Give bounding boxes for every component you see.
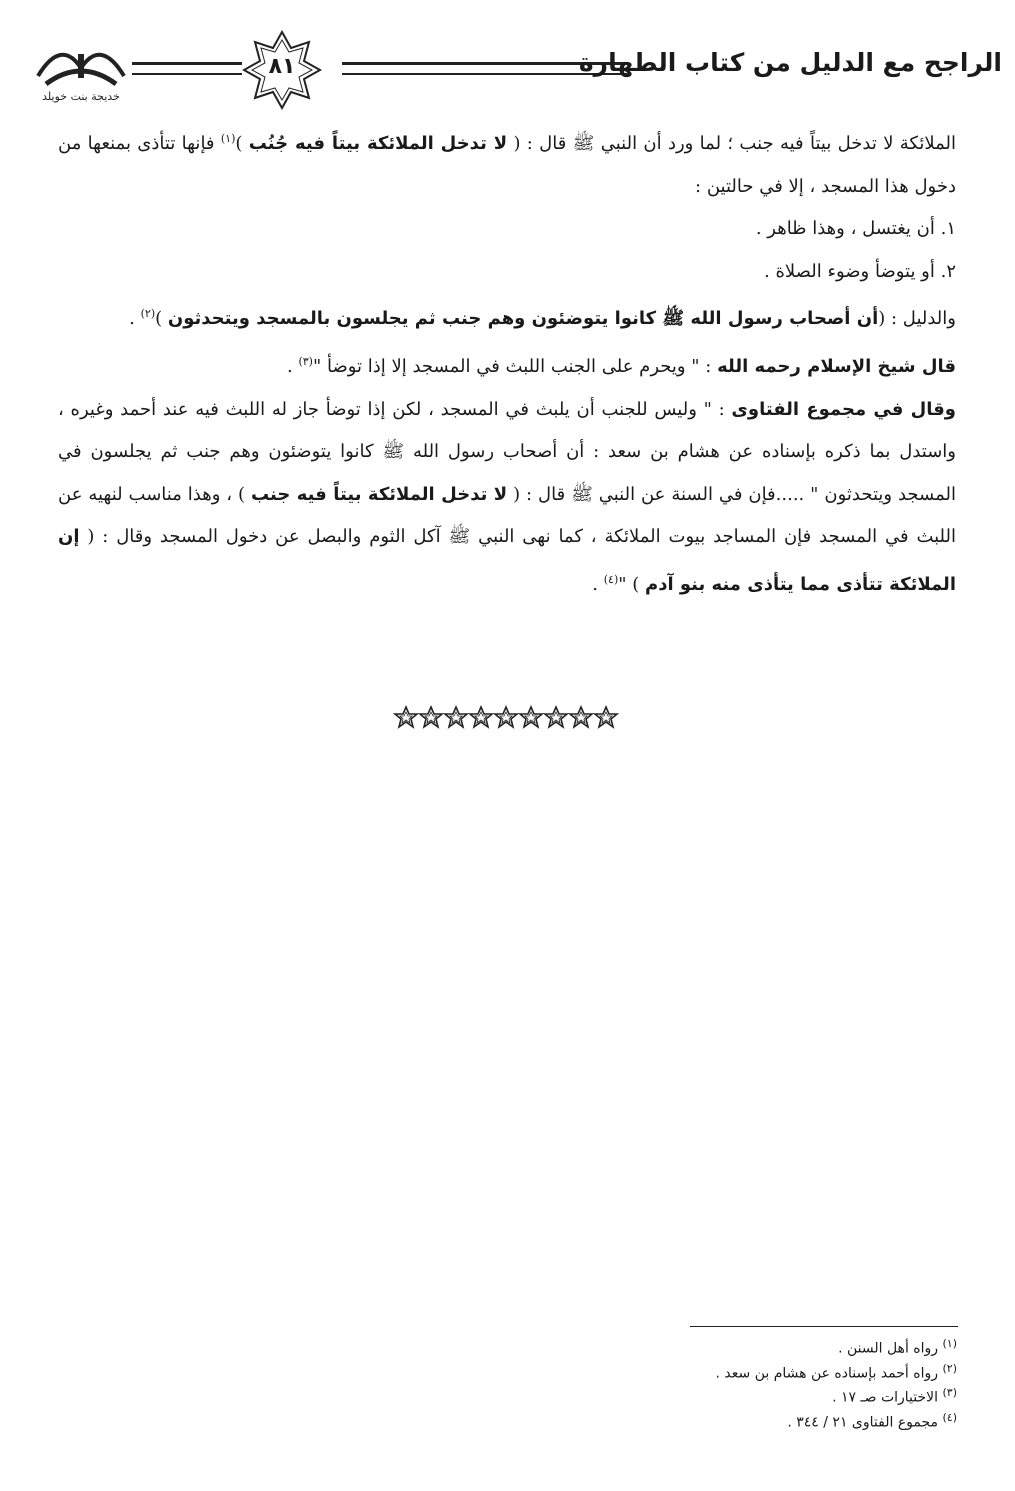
footnote-number: (٣) — [942, 1386, 957, 1400]
footnote — [557, 1383, 957, 1408]
star-ornament-icon — [392, 703, 624, 731]
text-run: ) " — [618, 573, 646, 595]
footnote — [557, 1359, 957, 1384]
list-item: ٢. أو يتوضأ وضوء الصلاة . — [764, 260, 956, 282]
footnote-ref: (٤) — [603, 572, 619, 586]
paragraph-evidence — [58, 293, 956, 341]
footnote-text: رواه أهل السنن . — [838, 1340, 943, 1357]
text-run: ) — [235, 133, 249, 154]
section-divider-stars — [392, 703, 624, 731]
logo-caption: خديجة بنت خويلد — [42, 90, 120, 103]
footnote-ref: (٣) — [298, 354, 313, 368]
page-number: ٨١ — [268, 54, 296, 79]
footnote — [557, 1408, 957, 1433]
paragraph-sheikh — [58, 341, 956, 389]
book-arch-icon — [26, 28, 136, 88]
hadith-quote: أن أصحاب رسول الله ﷺ كانوا يتوضئون وهم جنب ثم يجلسون بالمسجد ويتحدثون — [167, 308, 879, 330]
footnotes — [557, 1334, 957, 1433]
speaker-label: وقال في مجموع الفتاوى — [731, 398, 956, 420]
text-run: ) ، وهذا مناسب لنهيه عن اللبث في المسجد فإن المساجد بيوت الملائكة ، كما نهى النبي ﷺ آكل الثوم والبصل عن دخول المسجد وقال : ( — [58, 483, 956, 548]
text-run: فإنها تتأذى بمنعها من دخول هذا المسجد ، إلا في حالتين : — [58, 133, 956, 197]
footnote-text: رواه أحمد بإسناده عن هشام بن سعد . — [715, 1365, 943, 1382]
speaker-label: قال شيخ الإسلام رحمه الله — [717, 355, 956, 377]
text-run: : " وليس للجنب أن يلبث في المسجد ، لكن إذا توضأ جاز له اللبث فيه عند أحمد وغيره ، واستدل بما ذكره بإسناده عن هشام بن سعد : أن أصحاب رسول الله ﷺ كانوا يتوضئون وهم جنب ثم يجلسون في المسجد ويتحدثون " .....فإن في السنة عن النبي ﷺ قال : ( — [58, 398, 957, 505]
hadith-quote: إن الملائكة تتأذى مما يتأذى منه بنو آدم — [58, 526, 956, 595]
text-run: والدليل : ( — [878, 308, 956, 330]
hadith-quote: لا تدخل الملائكة بيتاً فيه جُنُب — [248, 133, 508, 154]
text-run: . — [129, 308, 141, 330]
footnote-ref: (١) — [220, 132, 236, 145]
page-header — [12, 18, 1002, 108]
list-item: ١. أن يغتسل ، وهذا ظاهر . — [755, 218, 956, 240]
footnote-number: (٢) — [942, 1361, 957, 1375]
header-rule-left — [132, 62, 242, 75]
footnote-separator — [690, 1326, 958, 1327]
paragraph-fatawa — [58, 389, 956, 607]
book-title: الراجح مع الدليل من كتاب الطهارة — [578, 48, 1002, 77]
paragraph-intro — [58, 118, 956, 208]
footnote-text: الاختيارات صـ ١٧ . — [832, 1389, 943, 1406]
footnote-text: مجموع الفتاوى ٢١ / ٣٤٤ . — [787, 1414, 943, 1431]
text-run: . — [592, 573, 604, 595]
text-run: الملائكة لا تدخل بيتاً فيه جنب ؛ لما ورد أن النبي ﷺ قال : ( — [507, 133, 957, 154]
hadith-quote: لا تدخل الملائكة بيتاً فيه جنب — [250, 483, 508, 505]
main-text — [58, 118, 956, 607]
footnote-number: (٤) — [942, 1410, 957, 1424]
publisher-logo — [26, 28, 136, 108]
footnote — [557, 1334, 957, 1359]
text-run: : " ويحرم على الجنب اللبث في المسجد إلا إذا توضأ " — [312, 355, 718, 377]
footnote-number: (١) — [942, 1337, 957, 1350]
text-run: ) — [155, 308, 168, 330]
text-run: . — [286, 355, 299, 377]
footnote-ref: (٢) — [140, 307, 156, 321]
